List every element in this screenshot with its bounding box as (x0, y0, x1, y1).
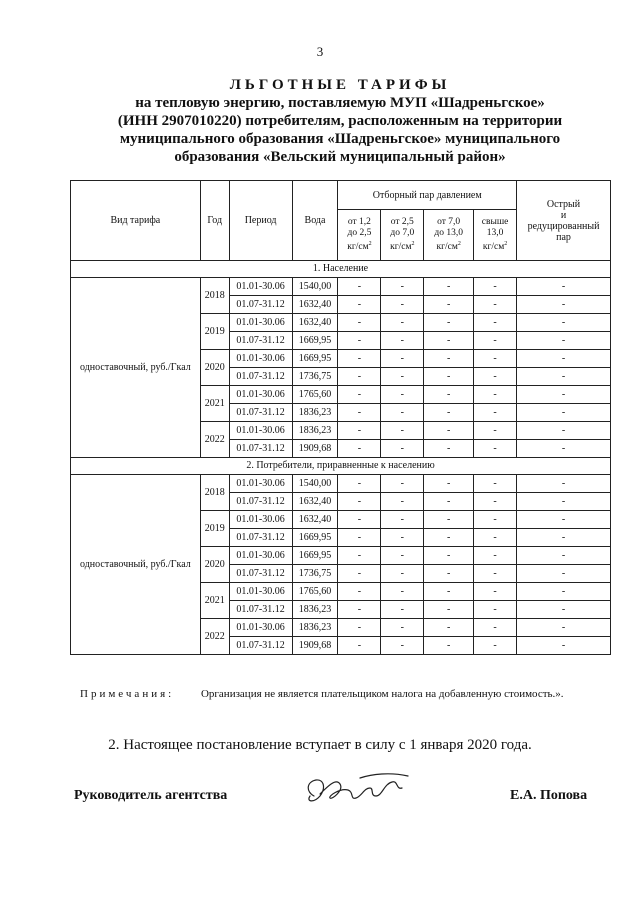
dash-cell: - (474, 583, 517, 601)
dash-cell: - (517, 475, 611, 493)
period-cell: 01.01-30.06 (229, 547, 292, 565)
table-row (71, 475, 611, 493)
dash-cell: - (338, 350, 381, 368)
dash-cell: - (474, 332, 517, 350)
dash-cell: - (474, 493, 517, 511)
dash-cell: - (474, 529, 517, 547)
dash-cell: - (338, 404, 381, 422)
dash-cell: - (381, 332, 424, 350)
dash-cell: - (517, 529, 611, 547)
period-cell: 01.01-30.06 (229, 619, 292, 637)
dash-cell: - (338, 637, 381, 655)
dash-cell: - (474, 440, 517, 458)
tariff-type-cell: одноставочный, руб./Гкал (71, 278, 201, 458)
water-value-cell: 1836,23 (292, 601, 338, 619)
dash-cell: - (517, 637, 611, 655)
dash-cell: - (338, 565, 381, 583)
dash-cell: - (474, 368, 517, 386)
header-steam-4-sup: 2 (504, 240, 508, 247)
period-cell: 01.01-30.06 (229, 511, 292, 529)
period-cell: 01.07-31.12 (229, 404, 292, 422)
dash-cell: - (381, 493, 424, 511)
dash-cell: - (424, 493, 474, 511)
dash-cell: - (474, 511, 517, 529)
dash-cell: - (474, 296, 517, 314)
tariff-table (70, 180, 611, 655)
year-cell: 2022 (200, 619, 229, 655)
note-label: Примечания: (80, 688, 175, 700)
signatory-name: Е.А. Попова (510, 788, 588, 803)
dash-cell: - (474, 422, 517, 440)
dash-cell: - (381, 475, 424, 493)
water-value-cell: 1765,60 (292, 583, 338, 601)
dash-cell: - (381, 296, 424, 314)
period-cell: 01.01-30.06 (229, 350, 292, 368)
year-cell: 2020 (200, 547, 229, 583)
dash-cell: - (338, 368, 381, 386)
period-cell: 01.01-30.06 (229, 386, 292, 404)
note (80, 688, 620, 700)
dash-cell: - (424, 583, 474, 601)
dash-cell: - (517, 493, 611, 511)
dash-cell: - (424, 368, 474, 386)
title-line-3: (ИНН 2907010220) потребителям, расположенным на территории (117, 113, 563, 129)
section-row (71, 458, 611, 475)
period-cell: 01.01-30.06 (229, 314, 292, 332)
dash-cell: - (517, 619, 611, 637)
dash-cell: - (474, 350, 517, 368)
section-title: 2. Потребители, приравненные к населению (71, 458, 611, 475)
dash-cell: - (424, 547, 474, 565)
dash-cell: - (381, 368, 424, 386)
dash-cell: - (381, 529, 424, 547)
dash-cell: - (424, 601, 474, 619)
title-line-4: муниципального образования «Шадреньгское» муниципального (119, 131, 561, 147)
header-steam-4 (474, 210, 517, 261)
title-line-2: на тепловую энергию, поставляемую МУП «Шадреньгское» (135, 95, 545, 111)
dash-cell: - (474, 475, 517, 493)
period-cell: 01.07-31.12 (229, 565, 292, 583)
header-sharp-line2: и (560, 209, 567, 221)
header-water: Вода (292, 181, 338, 261)
water-value-cell: 1836,23 (292, 619, 338, 637)
dash-cell: - (381, 547, 424, 565)
dash-cell: - (338, 314, 381, 332)
period-cell: 01.01-30.06 (229, 475, 292, 493)
dash-cell: - (381, 404, 424, 422)
header-steam-1-a: от 1,2 (347, 216, 371, 227)
header-sharp-line1: Острый (546, 198, 581, 210)
water-value-cell: 1540,00 (292, 278, 338, 296)
dash-cell: - (517, 565, 611, 583)
header-sharp-steam (517, 181, 611, 261)
dash-cell: - (381, 350, 424, 368)
water-value-cell: 1540,00 (292, 475, 338, 493)
dash-cell: - (424, 637, 474, 655)
dash-cell: - (517, 547, 611, 565)
water-value-cell: 1669,95 (292, 350, 338, 368)
water-value-cell: 1632,40 (292, 314, 338, 332)
header-steam-1-sup: 2 (368, 240, 372, 247)
period-cell: 01.07-31.12 (229, 296, 292, 314)
dash-cell: - (474, 565, 517, 583)
header-steam-2-a: от 2,5 (390, 216, 414, 227)
year-cell: 2022 (200, 422, 229, 458)
dash-cell: - (338, 332, 381, 350)
dash-cell: - (517, 278, 611, 296)
dash-cell: - (474, 619, 517, 637)
period-cell: 01.07-31.12 (229, 529, 292, 547)
header-year: Год (200, 181, 229, 261)
dash-cell: - (517, 601, 611, 619)
page-number: 3 (316, 44, 324, 59)
water-value-cell: 1736,75 (292, 368, 338, 386)
period-cell: 01.07-31.12 (229, 601, 292, 619)
header-steam-2 (381, 210, 424, 261)
water-value-cell: 1836,23 (292, 404, 338, 422)
dash-cell: - (517, 583, 611, 601)
dash-cell: - (338, 511, 381, 529)
water-value-cell: 1909,68 (292, 637, 338, 655)
period-cell: 01.01-30.06 (229, 422, 292, 440)
dash-cell: - (474, 601, 517, 619)
header-steam-group: Отборный пар давлением (338, 181, 517, 210)
header-steam-2-sup: 2 (411, 240, 415, 247)
dash-cell: - (517, 404, 611, 422)
dash-cell: - (424, 404, 474, 422)
header-steam-3 (424, 210, 474, 261)
header-steam-1-c: кг/см (347, 242, 369, 253)
dash-cell: - (424, 314, 474, 332)
title-line-5: образования «Вельский муниципальный район» (174, 149, 506, 165)
dash-cell: - (381, 601, 424, 619)
header-steam-4-c: кг/см (482, 242, 505, 253)
water-value-cell: 1669,95 (292, 332, 338, 350)
dash-cell: - (424, 332, 474, 350)
year-cell: 2021 (200, 583, 229, 619)
header-steam-3-a: от 7,0 (437, 216, 461, 227)
year-cell: 2019 (200, 314, 229, 350)
dash-cell: - (517, 422, 611, 440)
note-text: Организация не является плательщиком налога на добавленную стоимость.». (200, 688, 564, 700)
dash-cell: - (338, 529, 381, 547)
dash-cell: - (338, 583, 381, 601)
dash-cell: - (474, 637, 517, 655)
water-value-cell: 1836,23 (292, 422, 338, 440)
dash-cell: - (381, 565, 424, 583)
header-steam-1-b: до 2,5 (347, 227, 372, 238)
year-cell: 2021 (200, 386, 229, 422)
dash-cell: - (381, 314, 424, 332)
header-steam-1 (338, 210, 381, 261)
document-title (60, 76, 620, 166)
dash-cell: - (474, 386, 517, 404)
dash-cell: - (517, 350, 611, 368)
dash-cell: - (424, 386, 474, 404)
dash-cell: - (424, 529, 474, 547)
dash-cell: - (338, 475, 381, 493)
water-value-cell: 1632,40 (292, 493, 338, 511)
dash-cell: - (338, 619, 381, 637)
dash-cell: - (424, 278, 474, 296)
dash-cell: - (338, 296, 381, 314)
dash-cell: - (381, 637, 424, 655)
dash-cell: - (424, 422, 474, 440)
dash-cell: - (381, 422, 424, 440)
dash-cell: - (474, 547, 517, 565)
dash-cell: - (381, 278, 424, 296)
section-row (71, 261, 611, 278)
water-value-cell: 1669,95 (292, 529, 338, 547)
year-cell: 2020 (200, 350, 229, 386)
dash-cell: - (517, 314, 611, 332)
water-value-cell: 1632,40 (292, 296, 338, 314)
dash-cell: - (474, 404, 517, 422)
dash-cell: - (517, 440, 611, 458)
year-cell: 2018 (200, 475, 229, 511)
year-cell: 2018 (200, 278, 229, 314)
period-cell: 01.07-31.12 (229, 493, 292, 511)
dash-cell: - (381, 583, 424, 601)
dash-cell: - (424, 619, 474, 637)
dash-cell: - (474, 278, 517, 296)
period-cell: 01.07-31.12 (229, 637, 292, 655)
header-steam-2-b: до 7,0 (390, 227, 415, 238)
dash-cell: - (381, 386, 424, 404)
table-row (71, 278, 611, 296)
dash-cell: - (381, 440, 424, 458)
section-title: 1. Население (71, 261, 611, 278)
header-steam-3-sup: 2 (457, 240, 461, 247)
dash-cell: - (517, 368, 611, 386)
dash-cell: - (338, 601, 381, 619)
period-cell: 01.07-31.12 (229, 332, 292, 350)
water-value-cell: 1909,68 (292, 440, 338, 458)
year-cell: 2019 (200, 511, 229, 547)
dash-cell: - (517, 386, 611, 404)
dash-cell: - (381, 511, 424, 529)
dash-cell: - (338, 422, 381, 440)
dash-cell: - (424, 296, 474, 314)
dash-cell: - (338, 547, 381, 565)
header-steam-3-b: до 13,0 (434, 227, 463, 238)
period-cell: 01.01-30.06 (229, 583, 292, 601)
handwritten-signature-icon (300, 770, 420, 812)
tariff-table-body (71, 261, 611, 655)
water-value-cell: 1765,60 (292, 386, 338, 404)
dash-cell: - (517, 296, 611, 314)
dash-cell: - (517, 332, 611, 350)
water-value-cell: 1736,75 (292, 565, 338, 583)
dash-cell: - (338, 386, 381, 404)
water-value-cell: 1632,40 (292, 511, 338, 529)
dash-cell: - (517, 511, 611, 529)
period-cell: 01.07-31.12 (229, 440, 292, 458)
header-sharp-line4: пар (556, 231, 571, 243)
water-value-cell: 1669,95 (292, 547, 338, 565)
dash-cell: - (424, 350, 474, 368)
dash-cell: - (381, 619, 424, 637)
header-steam-2-c: кг/см (390, 242, 412, 253)
period-cell: 01.07-31.12 (229, 368, 292, 386)
header-type: Вид тарифа (71, 181, 201, 261)
dash-cell: - (338, 278, 381, 296)
decree-text: 2. Настоящее постановление вступает в силу с 1 января 2020 года. (108, 737, 532, 753)
header-steam-4-b: 13,0 (486, 227, 504, 238)
dash-cell: - (338, 440, 381, 458)
header-sharp-line3: редуцированный (527, 220, 600, 232)
period-cell: 01.01-30.06 (229, 278, 292, 296)
tariff-type-cell: одноставочный, руб./Гкал (71, 475, 201, 655)
header-period: Период (229, 181, 292, 261)
signatory-position: Руководитель агентства (74, 788, 228, 803)
dash-cell: - (424, 440, 474, 458)
header-steam-3-c: кг/см (436, 242, 458, 253)
dash-cell: - (424, 475, 474, 493)
dash-cell: - (338, 493, 381, 511)
dash-cell: - (474, 314, 517, 332)
header-steam-4-a: свыше (481, 216, 509, 227)
dash-cell: - (424, 511, 474, 529)
title-line-1: ЛЬГОТНЫЕ ТАРИФЫ (229, 77, 451, 93)
dash-cell: - (424, 565, 474, 583)
